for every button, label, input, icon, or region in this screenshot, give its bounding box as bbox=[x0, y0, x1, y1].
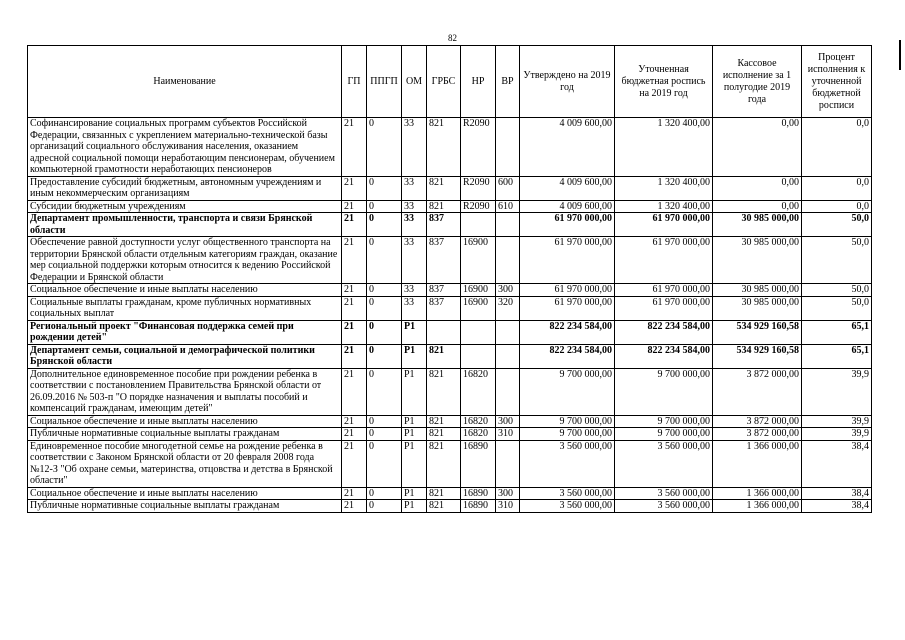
table-row bbox=[28, 428, 872, 441]
cell-nr: R2090 bbox=[461, 200, 496, 213]
cell-gp: 21 bbox=[342, 344, 367, 368]
cell-ppgp: 0 bbox=[367, 200, 402, 213]
cell-percent: 0,0 bbox=[802, 176, 872, 200]
cell-gp: 21 bbox=[342, 500, 367, 513]
cell-grbs: 821 bbox=[427, 500, 461, 513]
cell-cash: 30 985 000,00 bbox=[713, 284, 802, 297]
cell-percent: 39,9 bbox=[802, 428, 872, 441]
cell-vr: 610 bbox=[496, 200, 520, 213]
cell-ppgp: 0 bbox=[367, 440, 402, 487]
cell-percent: 50,0 bbox=[802, 237, 872, 284]
cell-name: Социальное обеспечение и иные выплаты населению bbox=[28, 415, 342, 428]
header-ppgp: ППГП bbox=[367, 46, 402, 118]
header-gp: ГП bbox=[342, 46, 367, 118]
cell-vr bbox=[496, 320, 520, 344]
cell-gp: 21 bbox=[342, 487, 367, 500]
cell-gp: 21 bbox=[342, 320, 367, 344]
cell-nr: 16820 bbox=[461, 415, 496, 428]
header-grbs: ГРБС bbox=[427, 46, 461, 118]
cell-om: 33 bbox=[402, 284, 427, 297]
cell-name: Единовременное пособие многодетной семье на рождение ребенка в соответствии с Законом Брянской области от 20 февраля 2008 года №12-З "Об охране семьи, материнства, отцовства и детства в Брянской области" bbox=[28, 440, 342, 487]
cell-approved: 9 700 000,00 bbox=[520, 415, 615, 428]
cell-om: P1 bbox=[402, 500, 427, 513]
cell-gp: 21 bbox=[342, 415, 367, 428]
cell-ppgp: 0 bbox=[367, 368, 402, 415]
cell-om: 33 bbox=[402, 118, 427, 177]
cell-name: Обеспечение равной доступности услуг общественного транспорта на территории Брянской области отдельным категориям граждан, оказание мер социальной поддержки которым относится к ведению Российской Федерации и Брянской области bbox=[28, 237, 342, 284]
cell-nr: 16890 bbox=[461, 487, 496, 500]
cell-grbs: 821 bbox=[427, 200, 461, 213]
cell-vr bbox=[496, 118, 520, 177]
cell-grbs: 821 bbox=[427, 344, 461, 368]
cell-percent: 39,9 bbox=[802, 368, 872, 415]
cell-vr bbox=[496, 237, 520, 284]
cell-om: P1 bbox=[402, 440, 427, 487]
cell-gp: 21 bbox=[342, 284, 367, 297]
cell-updated: 1 320 400,00 bbox=[615, 118, 713, 177]
cell-cash: 1 366 000,00 bbox=[713, 487, 802, 500]
page-number: 82 bbox=[448, 33, 457, 43]
cell-grbs: 821 bbox=[427, 415, 461, 428]
cell-cash: 534 929 160,58 bbox=[713, 320, 802, 344]
cell-ppgp: 0 bbox=[367, 500, 402, 513]
cell-grbs: 837 bbox=[427, 296, 461, 320]
cell-vr: 300 bbox=[496, 487, 520, 500]
header-approved: Утверждено на 2019 год bbox=[520, 46, 615, 118]
cell-name: Софинансирование социальных программ субъектов Российской Федерации, связанных с укреплением материально-технической базы организаций социального обслуживания населения, оказанием адресной социальной помощи неработающим пенсионерам, обучением компьютерной грамотности неработающих пенсионеров bbox=[28, 118, 342, 177]
cell-ppgp: 0 bbox=[367, 237, 402, 284]
cell-vr: 310 bbox=[496, 428, 520, 441]
cell-approved: 61 970 000,00 bbox=[520, 213, 615, 237]
table-row bbox=[28, 284, 872, 297]
cell-percent: 50,0 bbox=[802, 284, 872, 297]
cell-updated: 3 560 000,00 bbox=[615, 440, 713, 487]
cell-vr bbox=[496, 368, 520, 415]
cell-name: Предоставление субсидий бюджетным, автономным учреждениям и иным некоммерческим организациям bbox=[28, 176, 342, 200]
table-row bbox=[28, 415, 872, 428]
cell-approved: 4 009 600,00 bbox=[520, 176, 615, 200]
cell-vr bbox=[496, 344, 520, 368]
cell-name: Департамент промышленности, транспорта и связи Брянской области bbox=[28, 213, 342, 237]
cell-grbs: 821 bbox=[427, 176, 461, 200]
table-row bbox=[28, 237, 872, 284]
cell-cash: 30 985 000,00 bbox=[713, 296, 802, 320]
cell-nr: 16900 bbox=[461, 296, 496, 320]
cell-ppgp: 0 bbox=[367, 415, 402, 428]
cell-name: Субсидии бюджетным учреждениям bbox=[28, 200, 342, 213]
cell-om: 33 bbox=[402, 213, 427, 237]
cell-grbs: 821 bbox=[427, 368, 461, 415]
cell-nr: R2090 bbox=[461, 176, 496, 200]
cell-ppgp: 0 bbox=[367, 320, 402, 344]
table-body bbox=[28, 118, 872, 513]
header-name: Наименование bbox=[28, 46, 342, 118]
cell-om: 33 bbox=[402, 296, 427, 320]
header-vr: ВР bbox=[496, 46, 520, 118]
cell-approved: 3 560 000,00 bbox=[520, 487, 615, 500]
cell-percent: 38,4 bbox=[802, 500, 872, 513]
cell-nr bbox=[461, 344, 496, 368]
cell-gp: 21 bbox=[342, 176, 367, 200]
cell-updated: 1 320 400,00 bbox=[615, 176, 713, 200]
cell-updated: 61 970 000,00 bbox=[615, 213, 713, 237]
table-header-row bbox=[28, 46, 872, 118]
cell-approved: 822 234 584,00 bbox=[520, 344, 615, 368]
cell-gp: 21 bbox=[342, 368, 367, 415]
table-row bbox=[28, 176, 872, 200]
cell-updated: 61 970 000,00 bbox=[615, 237, 713, 284]
table-row bbox=[28, 118, 872, 177]
cell-grbs: 837 bbox=[427, 284, 461, 297]
cell-updated: 9 700 000,00 bbox=[615, 428, 713, 441]
cell-ppgp: 0 bbox=[367, 344, 402, 368]
cell-updated: 1 320 400,00 bbox=[615, 200, 713, 213]
table-row bbox=[28, 344, 872, 368]
cell-updated: 61 970 000,00 bbox=[615, 284, 713, 297]
table-row bbox=[28, 500, 872, 513]
cell-percent: 38,4 bbox=[802, 440, 872, 487]
cell-approved: 4 009 600,00 bbox=[520, 200, 615, 213]
cell-om: P1 bbox=[402, 487, 427, 500]
budget-table bbox=[27, 45, 872, 513]
cell-vr: 320 bbox=[496, 296, 520, 320]
cell-vr: 310 bbox=[496, 500, 520, 513]
cell-om: 33 bbox=[402, 237, 427, 284]
cell-nr: 16890 bbox=[461, 440, 496, 487]
cell-grbs: 837 bbox=[427, 237, 461, 284]
cell-ppgp: 0 bbox=[367, 284, 402, 297]
cell-percent: 38,4 bbox=[802, 487, 872, 500]
cell-ppgp: 0 bbox=[367, 118, 402, 177]
cell-name: Региональный проект "Финансовая поддержка семей при рождении детей" bbox=[28, 320, 342, 344]
cell-approved: 4 009 600,00 bbox=[520, 118, 615, 177]
cell-percent: 50,0 bbox=[802, 213, 872, 237]
cell-approved: 61 970 000,00 bbox=[520, 296, 615, 320]
cell-gp: 21 bbox=[342, 296, 367, 320]
cell-updated: 822 234 584,00 bbox=[615, 344, 713, 368]
header-cash: Кассовое исполнение за 1 полугодие 2019 года bbox=[713, 46, 802, 118]
cell-approved: 61 970 000,00 bbox=[520, 237, 615, 284]
cell-gp: 21 bbox=[342, 440, 367, 487]
header-nr: НР bbox=[461, 46, 496, 118]
cell-nr bbox=[461, 213, 496, 237]
cell-vr: 300 bbox=[496, 415, 520, 428]
cell-approved: 9 700 000,00 bbox=[520, 368, 615, 415]
cell-vr: 600 bbox=[496, 176, 520, 200]
cell-updated: 822 234 584,00 bbox=[615, 320, 713, 344]
cell-vr: 300 bbox=[496, 284, 520, 297]
cell-updated: 3 560 000,00 bbox=[615, 500, 713, 513]
cell-approved: 9 700 000,00 bbox=[520, 428, 615, 441]
cell-cash: 3 872 000,00 bbox=[713, 428, 802, 441]
table-row bbox=[28, 200, 872, 213]
cell-percent: 50,0 bbox=[802, 296, 872, 320]
cell-gp: 21 bbox=[342, 200, 367, 213]
cell-name: Социальное обеспечение и иные выплаты населению bbox=[28, 487, 342, 500]
cell-updated: 9 700 000,00 bbox=[615, 415, 713, 428]
cell-om: P1 bbox=[402, 320, 427, 344]
cell-ppgp: 0 bbox=[367, 296, 402, 320]
cell-grbs: 821 bbox=[427, 428, 461, 441]
cell-om: P1 bbox=[402, 428, 427, 441]
cell-cash: 3 872 000,00 bbox=[713, 415, 802, 428]
cell-approved: 3 560 000,00 bbox=[520, 500, 615, 513]
cell-om: 33 bbox=[402, 176, 427, 200]
cell-cash: 0,00 bbox=[713, 200, 802, 213]
table-row bbox=[28, 320, 872, 344]
cell-grbs: 821 bbox=[427, 440, 461, 487]
header-om: ОМ bbox=[402, 46, 427, 118]
cell-vr bbox=[496, 440, 520, 487]
header-percent: Процент исполнения к уточненной бюджетной росписи bbox=[802, 46, 872, 118]
cell-grbs: 821 bbox=[427, 118, 461, 177]
cell-cash: 0,00 bbox=[713, 176, 802, 200]
cell-om: P1 bbox=[402, 368, 427, 415]
cell-name: Департамент семьи, социальной и демографической политики Брянской области bbox=[28, 344, 342, 368]
cell-grbs bbox=[427, 320, 461, 344]
cell-nr: R2090 bbox=[461, 118, 496, 177]
cell-updated: 3 560 000,00 bbox=[615, 487, 713, 500]
cell-percent: 0,0 bbox=[802, 200, 872, 213]
cell-approved: 3 560 000,00 bbox=[520, 440, 615, 487]
cell-vr bbox=[496, 213, 520, 237]
cell-updated: 9 700 000,00 bbox=[615, 368, 713, 415]
cell-cash: 3 872 000,00 bbox=[713, 368, 802, 415]
cell-percent: 65,1 bbox=[802, 320, 872, 344]
cell-gp: 21 bbox=[342, 428, 367, 441]
cell-percent: 39,9 bbox=[802, 415, 872, 428]
table-row bbox=[28, 487, 872, 500]
cell-ppgp: 0 bbox=[367, 428, 402, 441]
cell-name: Публичные нормативные социальные выплаты гражданам bbox=[28, 500, 342, 513]
header-updated: Уточненная бюджетная роспись на 2019 год bbox=[615, 46, 713, 118]
cell-om: 33 bbox=[402, 200, 427, 213]
cell-om: P1 bbox=[402, 415, 427, 428]
cell-grbs: 837 bbox=[427, 213, 461, 237]
cell-cash: 30 985 000,00 bbox=[713, 237, 802, 284]
cell-gp: 21 bbox=[342, 213, 367, 237]
cell-ppgp: 0 bbox=[367, 213, 402, 237]
cell-approved: 822 234 584,00 bbox=[520, 320, 615, 344]
cell-name: Социальное обеспечение и иные выплаты населению bbox=[28, 284, 342, 297]
cell-nr: 16890 bbox=[461, 500, 496, 513]
cell-ppgp: 0 bbox=[367, 176, 402, 200]
cell-updated: 61 970 000,00 bbox=[615, 296, 713, 320]
cell-percent: 65,1 bbox=[802, 344, 872, 368]
cell-name: Социальные выплаты гражданам, кроме публичных нормативных социальных выплат bbox=[28, 296, 342, 320]
cell-om: P1 bbox=[402, 344, 427, 368]
table-row bbox=[28, 440, 872, 487]
cell-ppgp: 0 bbox=[367, 487, 402, 500]
table-row bbox=[28, 368, 872, 415]
cell-gp: 21 bbox=[342, 237, 367, 284]
cell-nr: 16820 bbox=[461, 428, 496, 441]
cell-name: Дополнительное единовременное пособие при рождении ребенка в соответствии с постановлением Правительства Брянской области от 26.09.2016 № 503-п "О порядке назначения и выплаты пособий и компенсаций гражданам, имеющим детей" bbox=[28, 368, 342, 415]
cell-cash: 0,00 bbox=[713, 118, 802, 177]
cell-nr: 16820 bbox=[461, 368, 496, 415]
page-edge-mark bbox=[899, 40, 901, 70]
cell-grbs: 821 bbox=[427, 487, 461, 500]
table-row bbox=[28, 296, 872, 320]
cell-approved: 61 970 000,00 bbox=[520, 284, 615, 297]
table-row bbox=[28, 213, 872, 237]
cell-name: Публичные нормативные социальные выплаты гражданам bbox=[28, 428, 342, 441]
cell-cash: 1 366 000,00 bbox=[713, 440, 802, 487]
cell-cash: 1 366 000,00 bbox=[713, 500, 802, 513]
cell-nr: 16900 bbox=[461, 284, 496, 297]
cell-nr: 16900 bbox=[461, 237, 496, 284]
cell-nr bbox=[461, 320, 496, 344]
cell-percent: 0,0 bbox=[802, 118, 872, 177]
cell-cash: 30 985 000,00 bbox=[713, 213, 802, 237]
cell-cash: 534 929 160,58 bbox=[713, 344, 802, 368]
cell-gp: 21 bbox=[342, 118, 367, 177]
